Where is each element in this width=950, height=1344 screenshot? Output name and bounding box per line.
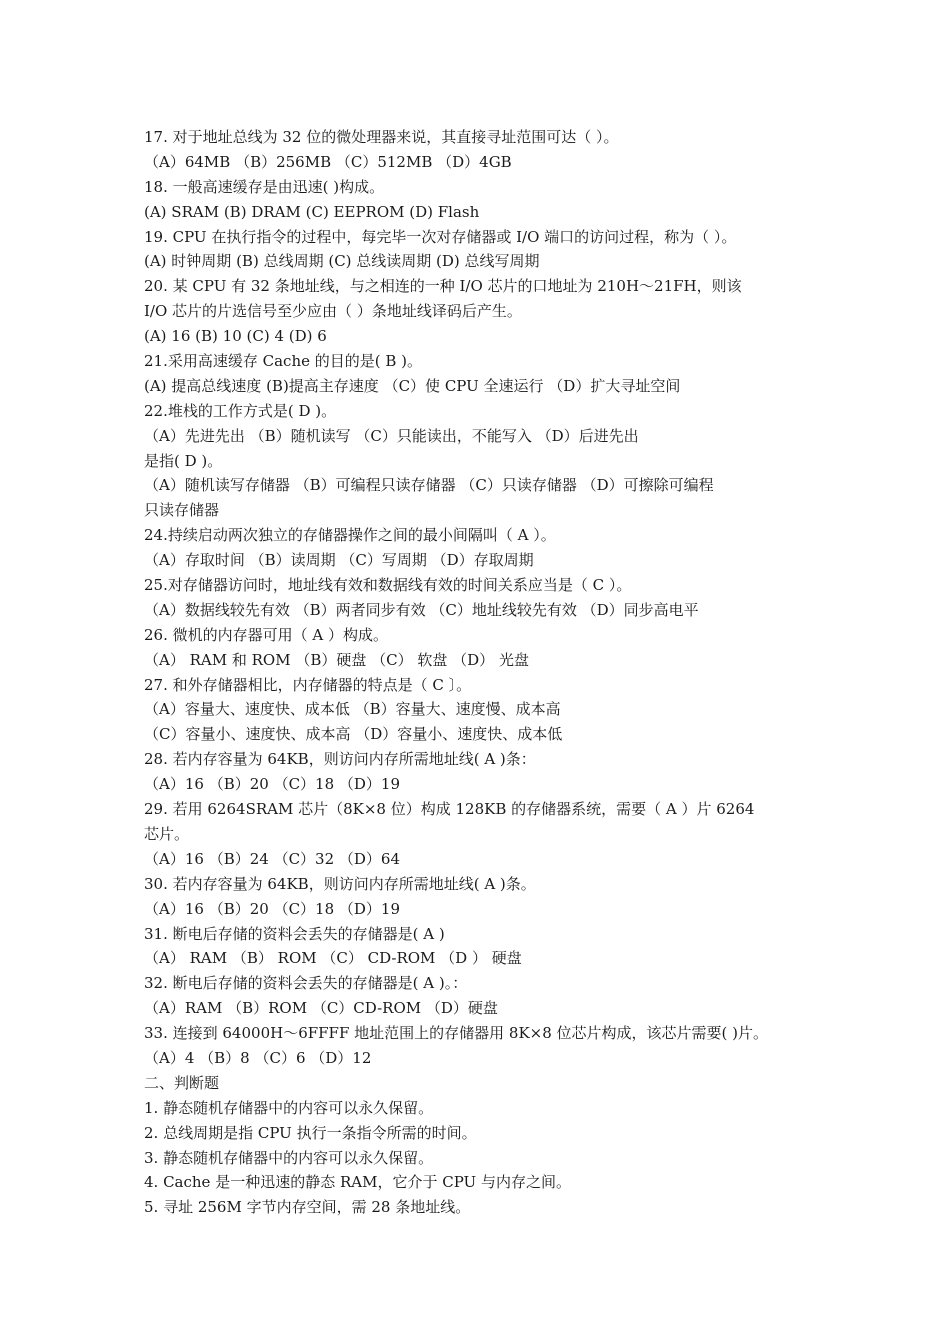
q23-stem: 是指( D )。 — [144, 451, 223, 470]
q22-options: （A）先进先出 （B）随机读写 （C）只能读出，不能写入 （D）后进先出 — [144, 426, 639, 445]
q25-options: （A）数据线较先有效 （B）两者同步有效 （C）地址线较先有效 （D）同步高电平 — [144, 600, 699, 619]
q27-options-line2: （C）容量小、速度快、成本高 （D）容量小、速度快、成本低 — [144, 725, 563, 744]
q24-options: （A）存取时间 （B）读周期 （C）写周期 （D）存取周期 — [144, 551, 534, 570]
q31-options: （A） RAM （B） ROM （C） CD-ROM （D ） 硬盘 — [144, 949, 522, 968]
q26-stem: 26. 微机的内存器可用（ A ）构成。 — [144, 625, 388, 644]
q24-stem: 24.持续启动两次独立的存储器操作之间的最小间隔叫（ A ）。 — [144, 526, 556, 545]
q21-options: (A) 提高总线速度 (B)提高主存速度 （C）使 CPU 全速运行 （D）扩大寻址空间 — [144, 376, 681, 395]
q33-options: （A）4 （B）8 （C）6 （D）12 — [144, 1048, 372, 1067]
tf-item-4: 4. Cache 是一种迅速的静态 RAM，它介于 CPU 与内存之间。 — [144, 1173, 571, 1192]
q19-stem: 19. CPU 在执行指令的过程中，每完毕一次对存储器或 I/O 端口的访问过程，称为（ ）。 — [144, 227, 737, 246]
q22-stem: 22.堆栈的工作方式是( D )。 — [144, 401, 337, 420]
q18-options: (A) SRAM (B) DRAM (C) EEPROM (D) Flash — [144, 202, 480, 221]
q31-stem: 31. 断电后存储的资料会丢失的存储器是( A ) — [144, 924, 445, 943]
q23-options-line1: （A）随机读写存储器 （B）可编程只读存储器 （C）只读存储器 （D）可擦除可编程 — [144, 476, 714, 495]
q32-stem: 32. 断电后存储的资料会丢失的存储器是( A )。： — [144, 974, 468, 993]
q29-stem-line1: 29. 若用 6264SRAM 芯片（8K×8 位）构成 128KB 的存储器系统，需要（ A ）片 6264 — [144, 800, 755, 819]
q28-stem: 28. 若内存容量为 64KB，则访问内存所需地址线( A )条： — [144, 750, 536, 769]
q20-stem-line2: I/O 芯片的片选信号至少应由（ ）条地址线译码后产生。 — [144, 302, 522, 321]
q20-options: (A) 16 (B) 10 (C) 4 (D) 6 — [144, 327, 327, 346]
tf-item-5: 5. 寻址 256M 字节内存空间，需 28 条地址线。 — [144, 1198, 471, 1217]
q30-options: （A）16 （B）20 （C）18 （D）19 — [144, 899, 401, 918]
tf-item-1: 1. 静态随机存储器中的内容可以永久保留。 — [144, 1098, 434, 1117]
q29-options: （A）16 （B）24 （C）32 （D）64 — [144, 849, 401, 868]
document-page — [144, 125, 834, 1220]
tf-item-3: 3. 静态随机存储器中的内容可以永久保留。 — [144, 1148, 434, 1167]
q32-options: （A）RAM （B）ROM （C）CD-ROM （D）硬盘 — [144, 999, 498, 1018]
q29-stem-line2: 芯片。 — [144, 824, 190, 843]
q17-options: （A）64MB （B）256MB （C）512MB （D）4GB — [144, 152, 512, 171]
q20-stem-line1: 20. 某 CPU 有 32 条地址线，与之相连的一种 I/O 芯片的口地址为 210H～21FH，则该 — [144, 277, 742, 296]
q28-options: （A）16 （B）20 （C）18 （D）19 — [144, 775, 401, 794]
section-heading-true-false: 二、判断题 — [144, 1073, 220, 1092]
q33-stem: 33. 连接到 64000H～6FFFF 地址范围上的存储器用 8K×8 位芯片构成，该芯片需要( )片。 — [144, 1024, 769, 1043]
q23-options-line2: 只读存储器 — [144, 501, 220, 520]
q17-stem: 17. 对于地址总线为 32 位的微处理器来说，其直接寻址范围可达（ ）。 — [144, 128, 619, 146]
q27-options-line1: （A）容量大、速度快、成本低 （B）容量大、速度慢、成本高 — [144, 700, 561, 719]
q25-stem: 25.对存储器访问时，地址线有效和数据线有效的时间关系应当是（ C ）。 — [144, 576, 632, 595]
q21-stem: 21.采用高速缓存 Cache 的目的是( B )。 — [144, 352, 423, 371]
q26-options: （A） RAM 和 ROM （B）硬盘 （C） 软盘 （D） 光盘 — [144, 650, 529, 669]
q30-stem: 30. 若内存容量为 64KB，则访问内存所需地址线( A )条。 — [144, 874, 536, 893]
q27-stem: 27. 和外存储器相比，内存储器的特点是（ C 〕。 — [144, 675, 472, 694]
q19-options: (A) 时钟周期 (B) 总线周期 (C) 总线读周期 (D) 总线写周期 — [144, 252, 540, 271]
tf-item-2: 2. 总线周期是指 CPU 执行一条指令所需的时间。 — [144, 1123, 477, 1142]
q18-stem: 18. 一般高速缓存是由迅速( )构成。 — [144, 177, 385, 196]
